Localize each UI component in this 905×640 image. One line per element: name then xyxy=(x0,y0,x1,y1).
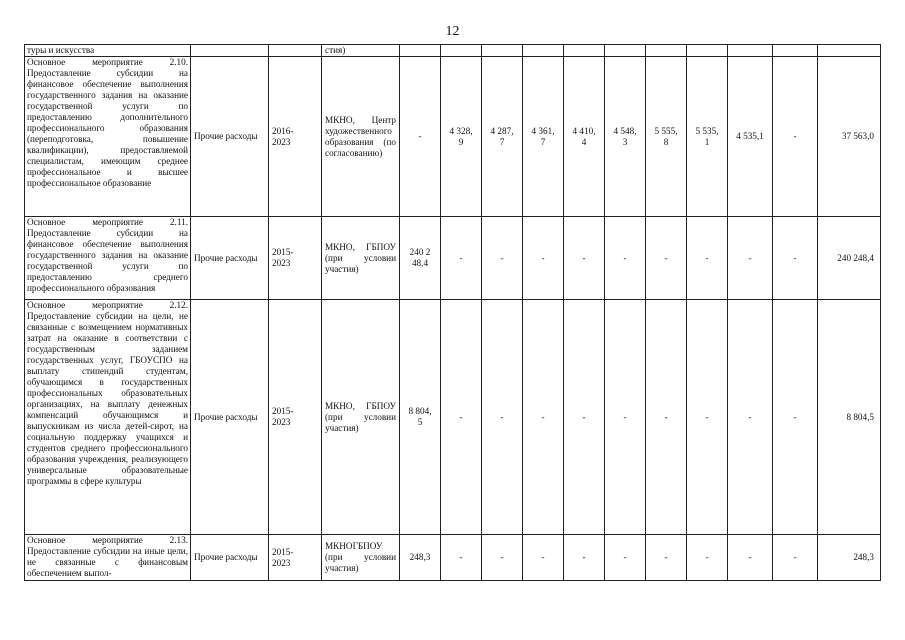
source-cell xyxy=(191,535,269,581)
value-cell xyxy=(687,45,728,57)
value-cell-text: - xyxy=(793,552,797,562)
value-cell xyxy=(564,300,605,535)
description-cell-text: Основное мероприятие 2.11. Предоставление субсидии на финансовое обеспечение выполнения государственного задания на оказание государственной услуги по предоставлению среднего профессионального образования xyxy=(27,217,188,293)
value-cell-text: - xyxy=(793,252,797,263)
executor-cell-text: МКНОГБПОУ (при условии участия) xyxy=(325,541,396,573)
value-cell-text: 5 555, 8 xyxy=(654,125,678,147)
value-cell-text: - xyxy=(748,252,752,263)
value-cell xyxy=(523,45,564,57)
value-cell xyxy=(482,57,523,217)
years-cell xyxy=(269,217,322,300)
years-cell-text: 2015- 2023 xyxy=(272,406,294,427)
value-cell xyxy=(646,217,687,300)
value-cell-text: - xyxy=(793,131,797,141)
total-cell xyxy=(818,217,881,300)
value-cell xyxy=(773,57,818,217)
program-activities-table xyxy=(24,44,881,581)
value-cell xyxy=(441,45,482,57)
table-row xyxy=(25,57,881,217)
table-row-continued xyxy=(25,45,881,57)
value-cell-text: - xyxy=(582,411,586,422)
value-cell xyxy=(773,300,818,535)
executor-cell xyxy=(322,57,400,217)
value-cell xyxy=(605,45,646,57)
value-cell-text: - xyxy=(500,552,504,562)
value-cell xyxy=(687,535,728,581)
value-cell-text: - xyxy=(705,252,709,263)
value-cell xyxy=(441,535,482,581)
description-cell xyxy=(25,217,191,300)
value-cell xyxy=(400,45,441,57)
description-cell-text: Основное мероприятие 2.13. Предоставление субсидии на иные цели, не связанные с финансовым обеспечением выпол- xyxy=(27,535,188,578)
value-cell xyxy=(400,217,441,300)
value-cell-text: - xyxy=(793,411,797,422)
source-cell xyxy=(191,217,269,300)
value-cell-text: - xyxy=(459,411,463,422)
total-cell xyxy=(818,300,881,535)
value-cell xyxy=(646,57,687,217)
value-cell xyxy=(564,45,605,57)
value-cell-text: 4 361, 7 xyxy=(531,125,555,147)
value-cell xyxy=(605,535,646,581)
value-cell-text: - xyxy=(623,552,627,562)
value-cell xyxy=(773,217,818,300)
description-cell xyxy=(25,45,191,57)
value-cell xyxy=(605,57,646,217)
value-cell xyxy=(400,57,441,217)
value-cell xyxy=(728,57,773,217)
value-cell xyxy=(564,217,605,300)
value-cell-text: - xyxy=(459,552,463,562)
total-cell-text: 37 563,0 xyxy=(841,131,874,141)
value-cell-text: - xyxy=(623,252,627,263)
years-cell xyxy=(269,45,322,57)
total-cell xyxy=(818,57,881,217)
source-cell-text: Прочие расходы xyxy=(194,131,258,141)
value-cell-text: - xyxy=(418,131,422,141)
value-cell-text: - xyxy=(459,252,463,263)
value-cell xyxy=(728,217,773,300)
total-cell-text: 8 804,5 xyxy=(846,411,874,422)
value-cell xyxy=(605,217,646,300)
source-cell-text: Прочие расходы xyxy=(194,552,258,562)
executor-cell xyxy=(322,535,400,581)
value-cell xyxy=(728,45,773,57)
description-cell xyxy=(25,57,191,217)
value-cell xyxy=(773,535,818,581)
executor-cell-text: МКНО, Центр художественного образования (по согласованию) xyxy=(325,114,396,158)
value-cell-text: - xyxy=(541,411,545,422)
value-cell-text: - xyxy=(500,252,504,263)
value-cell xyxy=(687,217,728,300)
value-cell xyxy=(646,45,687,57)
value-cell xyxy=(523,300,564,535)
value-cell xyxy=(564,535,605,581)
value-cell xyxy=(523,57,564,217)
value-cell xyxy=(441,217,482,300)
value-cell-text: 5 535, 1 xyxy=(695,125,719,147)
years-cell-text: 2015- 2023 xyxy=(272,546,294,568)
total-cell-text: 248,3 xyxy=(853,552,874,562)
years-cell xyxy=(269,57,322,217)
value-cell-text: - xyxy=(705,411,709,422)
value-cell-text: 4 548, 3 xyxy=(613,125,637,147)
value-cell-text: 4 328, 9 xyxy=(449,125,473,147)
description-cell-text: Основное мероприятие 2.12. Предоставление субсидии на цели, не связанные с возмещением нормативных затрат на оказание в соответствии с государственным заданием государственных услуг, ГБОУСПО на выплату стипендий студентам, обучающимся в государственных профессиональных образовательных организациях, на выплату денежных компенсаций обучающимся и выпускникам из числа детей-сирот, на социальную поддержку учащихся и студентов среднего профессионального образования учреждения, реализующего универсальные образовательные программы в сфере культуры xyxy=(27,300,188,486)
years-cell xyxy=(269,300,322,535)
description-cell-text: туры и искусства xyxy=(27,45,95,55)
value-cell xyxy=(728,300,773,535)
value-cell-text: 8 804, 5 xyxy=(408,406,432,427)
table-row xyxy=(25,300,881,535)
value-cell xyxy=(605,300,646,535)
value-cell xyxy=(482,45,523,57)
value-cell-text: - xyxy=(664,252,668,263)
value-cell-text: - xyxy=(705,552,709,562)
value-cell xyxy=(523,217,564,300)
value-cell-text: - xyxy=(500,411,504,422)
value-cell xyxy=(564,57,605,217)
executor-cell xyxy=(322,300,400,535)
value-cell-text: - xyxy=(541,252,545,263)
value-cell-text: 4 535,1 xyxy=(736,131,764,141)
page-number: 12 xyxy=(445,24,460,39)
value-cell xyxy=(400,535,441,581)
value-cell xyxy=(818,45,881,57)
executor-cell-text: МКНО, ГБПОУ (при условии участия) xyxy=(325,400,396,433)
value-cell-text: - xyxy=(664,552,668,562)
total-cell-text: 240 248,4 xyxy=(837,252,874,263)
value-cell-text: - xyxy=(748,411,752,422)
value-cell-text: - xyxy=(582,252,586,263)
value-cell xyxy=(687,57,728,217)
value-cell-text: - xyxy=(582,552,586,562)
value-cell xyxy=(773,45,818,57)
source-cell-text: Прочие расходы xyxy=(194,411,258,422)
value-cell xyxy=(400,300,441,535)
value-cell xyxy=(687,300,728,535)
years-cell-text: 2016- 2023 xyxy=(272,125,294,147)
source-cell xyxy=(191,45,269,57)
table-body xyxy=(25,45,881,581)
value-cell xyxy=(482,217,523,300)
value-cell-text: - xyxy=(541,552,545,562)
executor-cell-text: стия) xyxy=(325,45,346,55)
years-cell-text: 2015- 2023 xyxy=(272,247,294,268)
executor-cell-text: МКНО, ГБПОУ (при условии участия) xyxy=(325,241,396,274)
value-cell-text: 248,3 xyxy=(409,552,431,562)
value-cell-text: - xyxy=(748,552,752,562)
value-cell xyxy=(482,300,523,535)
source-cell xyxy=(191,300,269,535)
source-cell-text: Прочие расходы xyxy=(194,252,258,263)
value-cell xyxy=(441,300,482,535)
value-cell-text: 4 410, 4 xyxy=(572,125,596,147)
executor-cell xyxy=(322,217,400,300)
value-cell xyxy=(523,535,564,581)
description-cell xyxy=(25,300,191,535)
table-row xyxy=(25,217,881,300)
value-cell xyxy=(646,535,687,581)
table-row xyxy=(25,535,881,581)
description-cell xyxy=(25,535,191,581)
value-cell-text: - xyxy=(623,411,627,422)
years-cell xyxy=(269,535,322,581)
value-cell-text: 240 2 48,4 xyxy=(409,247,431,268)
value-cell xyxy=(728,535,773,581)
value-cell xyxy=(441,57,482,217)
total-cell xyxy=(818,535,881,581)
source-cell xyxy=(191,57,269,217)
value-cell xyxy=(646,300,687,535)
description-cell-text: Основное мероприятие 2.10. Предоставление субсидии на финансовое обеспечение выполнения государственного задания на оказание государственной услуги по предоставлению дополнительного профессионального образования (переподготовка, повышение квалификации), предоставляемой специалистам, имеющим среднее профессиональное и высшее профессиональное образование xyxy=(27,57,188,188)
value-cell xyxy=(482,535,523,581)
value-cell-text: - xyxy=(664,411,668,422)
executor-cell xyxy=(322,45,400,57)
value-cell-text: 4 287, 7 xyxy=(490,125,514,147)
